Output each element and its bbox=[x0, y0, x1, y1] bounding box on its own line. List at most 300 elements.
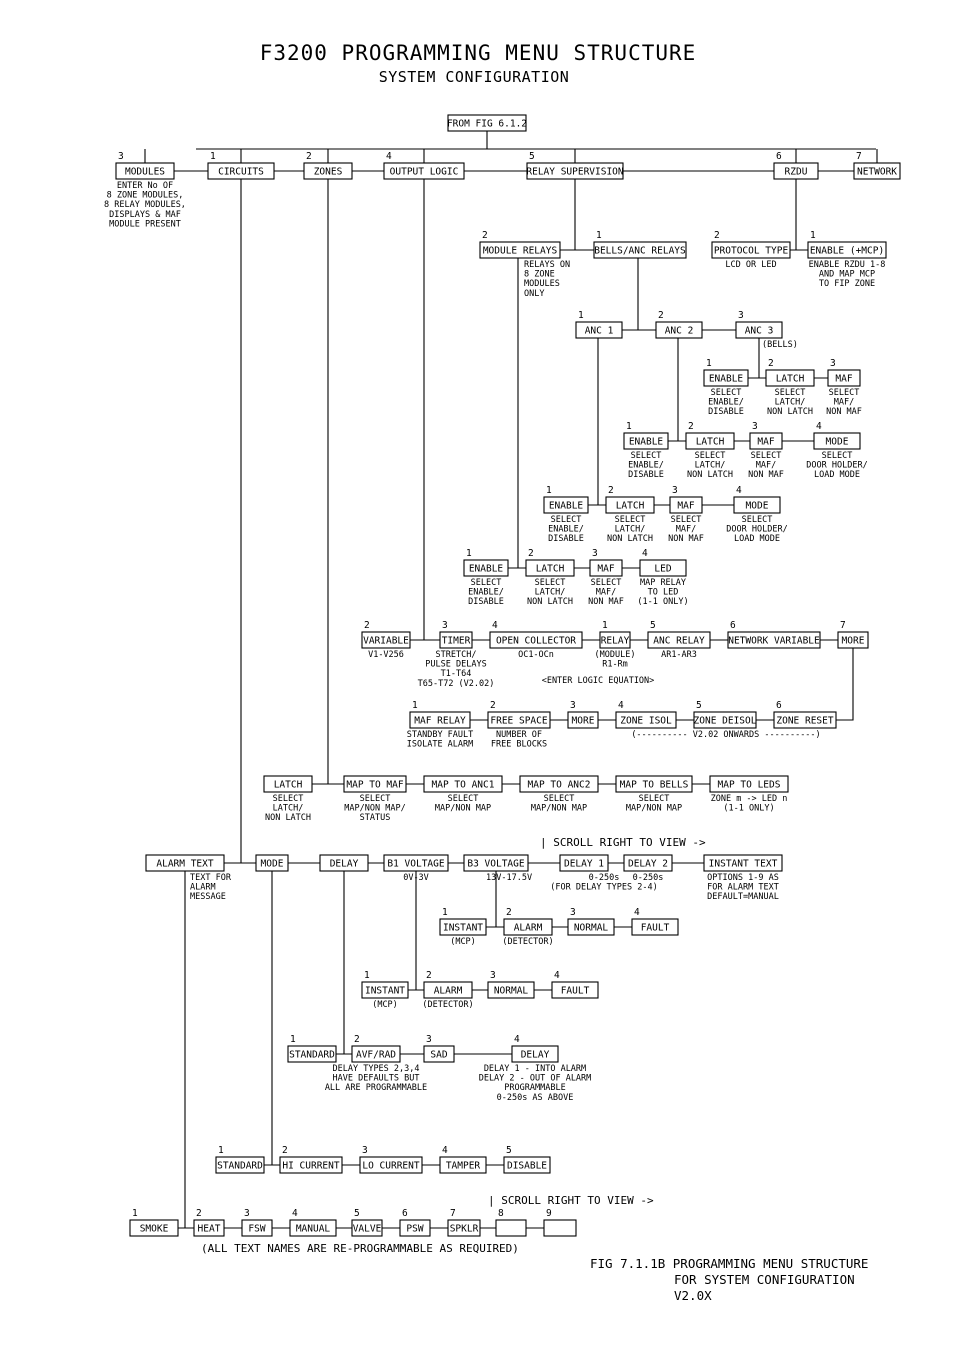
node-note-modules: 8 RELAY MODULES, bbox=[104, 200, 186, 211]
node-label-b3-instant: INSTANT bbox=[442, 922, 484, 934]
node-maf-relay bbox=[407, 700, 474, 750]
node-label-maf-relay: MAF RELAY bbox=[414, 715, 466, 727]
node-label-anc3-latch: LATCH bbox=[775, 373, 805, 385]
node-label-mode-standard: STANDARD bbox=[217, 1160, 263, 1172]
node-note-module-relays: MODULES bbox=[524, 279, 560, 290]
node-number-anc2-maf: 3 bbox=[752, 421, 758, 432]
node-number-variable: 2 bbox=[364, 620, 370, 631]
node-label-mr-led: LED bbox=[654, 563, 672, 575]
node-number-maf-relay: 1 bbox=[412, 700, 418, 711]
node-note-b3-instant: (MCP) bbox=[450, 937, 476, 947]
node-text-heat bbox=[194, 1208, 224, 1236]
node-note-delay-delay: 0-250s AS ABOVE bbox=[496, 1092, 574, 1103]
node-note-enable-mcp: TO FIP ZONE bbox=[818, 279, 876, 290]
node-number-anc1-latch: 2 bbox=[608, 485, 614, 496]
node-text-manual bbox=[290, 1208, 336, 1236]
node-number-mode-tamper: 4 bbox=[442, 1145, 448, 1156]
node-note-anc3-latch: SELECT bbox=[774, 388, 806, 398]
node-modules bbox=[104, 151, 186, 229]
node-note-maf-relay: ISOLATE ALARM bbox=[406, 739, 474, 750]
node-note-delay-delay: DELAY 2 - OUT OF ALARM bbox=[478, 1073, 592, 1084]
node-note-mr-enable: DISABLE bbox=[468, 597, 504, 608]
node-number-zone-isol: 4 bbox=[618, 700, 624, 711]
node-anc2-mode bbox=[806, 421, 867, 480]
node-label-anc-2: ANC 2 bbox=[664, 325, 694, 337]
node-note-anc3-enable: DISABLE bbox=[708, 407, 744, 418]
node-note-delay-avf-rad: HAVE DEFAULTS BUT bbox=[332, 1073, 420, 1084]
node-open-collector bbox=[490, 620, 582, 660]
node-label-b1-alarm: ALARM bbox=[433, 985, 463, 997]
node-label-circuits: CIRCUITS bbox=[218, 166, 264, 178]
node-mr-led bbox=[637, 548, 688, 607]
node-note-modules: 8 ZONE MODULES, bbox=[106, 190, 184, 201]
node-map-to-anc2 bbox=[520, 776, 598, 814]
node-mr-maf bbox=[588, 548, 624, 607]
node-note-mr-led: TO LED bbox=[647, 587, 679, 598]
node-label-module-relays: MODULE RELAYS bbox=[482, 245, 558, 257]
node-delay-delay bbox=[479, 1034, 592, 1103]
node-mode-lo-current bbox=[360, 1145, 422, 1173]
node-label-delay-delay: DELAY bbox=[520, 1049, 550, 1061]
node-zone-deisol bbox=[694, 700, 757, 728]
node-label-zones: ZONES bbox=[313, 166, 343, 178]
node-map-to-leds bbox=[710, 776, 788, 814]
node-number-anc-1: 1 bbox=[578, 310, 584, 321]
node-label-mr-enable: ENABLE bbox=[468, 563, 504, 575]
node-note-anc-3: (BELLS) bbox=[762, 340, 798, 350]
node-note-instant-text: OPTIONS 1-9 AS bbox=[707, 873, 779, 883]
node-b3-normal bbox=[568, 907, 614, 935]
node-note-mr-latch: LATCH/ bbox=[534, 587, 566, 598]
node-note-anc1-enable: SELECT bbox=[550, 515, 582, 525]
node-label-mode-hi-current: HI CURRENT bbox=[282, 1160, 340, 1172]
node-number-anc-3: 3 bbox=[738, 310, 744, 321]
node-note-modules: DISPLAYS & MAF bbox=[109, 209, 181, 220]
node-label-mode-tamper: TAMPER bbox=[445, 1160, 481, 1172]
node-number-b1-fault: 4 bbox=[554, 970, 560, 981]
node-number-mode-lo-current: 3 bbox=[362, 1145, 368, 1156]
node-zone-latch bbox=[264, 776, 312, 823]
node-label-anc1-mode: MODE bbox=[745, 500, 769, 512]
node-number-anc1-enable: 1 bbox=[546, 485, 552, 496]
node-note-map-to-anc2: SELECT bbox=[543, 794, 575, 804]
node-note-anc1-enable: DISABLE bbox=[548, 534, 584, 545]
node-label-network: NETWORK bbox=[856, 166, 898, 178]
root-node-label: FROM FIG 6.1.2 bbox=[446, 118, 528, 130]
node-number-relay-supervision: 5 bbox=[529, 151, 535, 162]
node-mode-standard bbox=[216, 1145, 264, 1173]
node-label-enable-mcp: ENABLE (+MCP) bbox=[809, 245, 885, 257]
node-note-mr-enable: SELECT bbox=[470, 578, 502, 588]
node-label-modules: MODULES bbox=[124, 166, 166, 178]
node-note-maf-relay: STANDBY FAULT bbox=[406, 730, 474, 740]
node-label-anc1-enable: ENABLE bbox=[548, 500, 584, 512]
node-label-mr-maf: MAF bbox=[597, 563, 615, 575]
node-mode-hi-current bbox=[280, 1145, 342, 1173]
node-label-b3-alarm: ALARM bbox=[513, 922, 543, 934]
node-label-delay: DELAY bbox=[329, 858, 359, 870]
node-number-b3-instant: 1 bbox=[442, 907, 448, 918]
node-note-anc2-latch: NON LATCH bbox=[686, 470, 734, 481]
node-anc1-mode bbox=[726, 485, 787, 544]
node-note-delay-avf-rad: ALL ARE PROGRAMMABLE bbox=[324, 1083, 428, 1094]
node-label-map-to-bells: MAP TO BELLS bbox=[619, 779, 689, 791]
node-note-map-to-maf: SELECT bbox=[359, 794, 391, 804]
node-note-b1-voltage: 0V-3V bbox=[403, 873, 429, 883]
node-box-text-8 bbox=[496, 1220, 526, 1236]
node-text-9 bbox=[544, 1208, 576, 1236]
node-more-2 bbox=[568, 700, 598, 728]
node-number-mr-latch: 2 bbox=[528, 548, 534, 559]
node-number-open-collector: 4 bbox=[492, 620, 498, 631]
node-number-anc-relay: 5 bbox=[650, 620, 656, 631]
node-text-8 bbox=[496, 1208, 526, 1236]
node-note-delay-avf-rad: DELAY TYPES 2,3,4 bbox=[332, 1064, 420, 1074]
node-number-relay: 1 bbox=[602, 620, 608, 631]
node-note-map-to-bells: MAP/NON MAP bbox=[625, 803, 683, 814]
node-b1-normal bbox=[488, 970, 534, 998]
node-label-zone-isol: ZONE ISOL bbox=[620, 715, 672, 727]
figure-caption-line-3: V2.0X bbox=[674, 1288, 712, 1303]
node-number-free-space: 2 bbox=[490, 700, 496, 711]
node-relay bbox=[595, 620, 636, 670]
node-note-timer: PULSE DELAYS bbox=[425, 659, 487, 670]
node-note-zone-latch: SELECT bbox=[272, 794, 304, 804]
node-note-alarm-text: TEXT FOR bbox=[190, 873, 231, 883]
node-note-mr-led: MAP RELAY bbox=[639, 578, 687, 588]
node-number-b1-alarm: 2 bbox=[426, 970, 432, 981]
node-label-instant-text: INSTANT TEXT bbox=[708, 858, 778, 870]
node-note-timer: STRETCH/ bbox=[435, 650, 477, 660]
node-label-anc2-mode: MODE bbox=[825, 436, 849, 448]
node-note-b1-instant: (MCP) bbox=[372, 1000, 398, 1010]
node-number-enable-mcp: 1 bbox=[810, 230, 816, 241]
node-note-mr-maf: NON MAF bbox=[588, 597, 624, 608]
node-label-b1-fault: FAULT bbox=[560, 985, 590, 997]
node-note-alarm-text: ALARM bbox=[190, 882, 216, 893]
node-number-delay-avf-rad: 2 bbox=[354, 1034, 360, 1045]
node-label-text-heat: HEAT bbox=[197, 1223, 221, 1235]
node-number-text-heat: 2 bbox=[196, 1208, 202, 1219]
node-number-bells-anc-relays: 1 bbox=[596, 230, 602, 241]
node-label-text-manual: MANUAL bbox=[295, 1223, 331, 1235]
node-text-fsw bbox=[242, 1208, 272, 1236]
node-number-mr-enable: 1 bbox=[466, 548, 472, 559]
node-note-anc3-maf: SELECT bbox=[828, 388, 860, 398]
node-note-anc-relay: AR1-AR3 bbox=[661, 650, 697, 660]
figure-caption-line-2: FOR SYSTEM CONFIGURATION bbox=[674, 1272, 855, 1287]
diagram-title: F3200 PROGRAMMING MENU STRUCTURE bbox=[259, 41, 697, 65]
annotation-reprogrammable: (ALL TEXT NAMES ARE RE-PROGRAMMABLE AS REQUIRED) bbox=[201, 1242, 519, 1255]
node-mode bbox=[256, 855, 288, 871]
node-note-free-space: FREE BLOCKS bbox=[490, 739, 548, 750]
node-anc1-latch bbox=[606, 485, 654, 544]
node-number-b3-normal: 3 bbox=[570, 907, 576, 918]
node-number-b1-normal: 3 bbox=[490, 970, 496, 981]
node-anc1-maf bbox=[668, 485, 704, 544]
node-label-anc2-latch: LATCH bbox=[695, 436, 725, 448]
node-note-delay-1: (FOR DELAY TYPES 2-4) bbox=[550, 882, 658, 893]
node-note-anc2-maf: NON MAF bbox=[748, 470, 784, 481]
node-label-mode-lo-current: LO CURRENT bbox=[362, 1160, 420, 1172]
node-note-anc3-enable: SELECT bbox=[710, 388, 742, 398]
node-label-relay: RELAY bbox=[600, 635, 630, 647]
node-alarm-text bbox=[146, 855, 232, 902]
node-label-text-smoke: SMOKE bbox=[139, 1223, 169, 1235]
node-note-anc2-latch: SELECT bbox=[694, 451, 726, 461]
node-note-anc3-maf: MAF/ bbox=[833, 397, 855, 408]
node-text-smoke bbox=[130, 1208, 178, 1236]
node-number-zones: 2 bbox=[306, 151, 312, 162]
node-label-delay-standard: STANDARD bbox=[289, 1049, 335, 1061]
node-number-timer: 3 bbox=[442, 620, 448, 631]
node-number-mode-hi-current: 2 bbox=[282, 1145, 288, 1156]
node-note-module-relays: 8 ZONE bbox=[524, 269, 555, 280]
node-number-text-psw: 6 bbox=[402, 1208, 408, 1219]
node-note-relay: R1-Rm bbox=[602, 659, 628, 670]
node-anc3-latch bbox=[766, 358, 814, 417]
node-number-zone-reset: 6 bbox=[776, 700, 782, 711]
node-label-more-1: MORE bbox=[841, 635, 865, 647]
node-note-mr-maf: SELECT bbox=[590, 578, 622, 588]
node-zone-reset bbox=[774, 700, 836, 728]
node-label-anc3-enable: ENABLE bbox=[708, 373, 744, 385]
node-note-timer: T1-T64 bbox=[440, 669, 472, 680]
node-b3-fault bbox=[632, 907, 678, 935]
node-number-anc3-enable: 1 bbox=[706, 358, 712, 369]
node-note-relay: (MODULE) bbox=[594, 650, 636, 660]
node-note-timer: T65-T72 (V2.02) bbox=[417, 678, 495, 689]
node-label-anc2-maf: MAF bbox=[757, 436, 775, 448]
node-number-anc3-maf: 3 bbox=[830, 358, 836, 369]
node-note-delay-1: 0-250s bbox=[588, 873, 620, 883]
node-label-output-logic: OUTPUT LOGIC bbox=[389, 166, 459, 178]
node-note-anc3-latch: LATCH/ bbox=[774, 397, 806, 408]
node-label-anc-1: ANC 1 bbox=[584, 325, 614, 337]
node-number-rzdu: 6 bbox=[776, 151, 782, 162]
node-b1-alarm bbox=[422, 970, 473, 1010]
node-note-module-relays: ONLY bbox=[524, 288, 545, 299]
node-zone-isol bbox=[616, 700, 676, 728]
node-number-text-valve: 5 bbox=[354, 1208, 360, 1219]
node-b1-instant bbox=[362, 970, 408, 1010]
node-label-text-valve: VALVE bbox=[352, 1223, 382, 1235]
node-note-anc3-latch: NON LATCH bbox=[766, 407, 814, 418]
node-number-b3-alarm: 2 bbox=[506, 907, 512, 918]
node-note-modules: MODULE PRESENT bbox=[109, 219, 181, 230]
node-note-variable: V1-V256 bbox=[368, 650, 404, 660]
node-number-modules: 3 bbox=[118, 151, 124, 162]
menu-nodes bbox=[104, 151, 900, 1236]
annotation-enter-logic-equation: <ENTER LOGIC EQUATION> bbox=[541, 676, 655, 686]
node-number-text-fsw: 3 bbox=[244, 1208, 250, 1219]
node-label-bells-anc-relays: BELLS/ANC RELAYS bbox=[594, 245, 686, 257]
node-number-mr-maf: 3 bbox=[592, 548, 598, 559]
node-anc3-maf bbox=[826, 358, 862, 417]
node-number-mode-disable: 5 bbox=[506, 1145, 512, 1156]
node-b3-instant bbox=[440, 907, 486, 947]
node-note-mr-latch: NON LATCH bbox=[526, 597, 574, 608]
node-label-map-to-anc2: MAP TO ANC2 bbox=[527, 779, 591, 791]
node-note-delay-delay: PROGRAMMABLE bbox=[504, 1083, 566, 1094]
node-note-anc2-mode: LOAD MODE bbox=[813, 470, 861, 481]
node-label-anc2-enable: ENABLE bbox=[628, 436, 664, 448]
node-note-anc3-maf: NON MAF bbox=[826, 407, 862, 418]
node-number-more-1: 7 bbox=[840, 620, 846, 631]
node-note-protocol-type: LCD OR LED bbox=[725, 260, 777, 270]
node-label-b1-voltage: B1 VOLTAGE bbox=[387, 858, 445, 870]
node-note-instant-text: DEFAULT=MANUAL bbox=[707, 892, 779, 903]
node-label-variable: VARIABLE bbox=[363, 635, 409, 647]
node-label-zone-reset: ZONE RESET bbox=[776, 715, 834, 727]
node-b1-voltage bbox=[384, 855, 448, 883]
node-note-anc1-enable: ENABLE/ bbox=[548, 524, 584, 535]
node-note-map-to-bells: SELECT bbox=[638, 794, 670, 804]
node-note-b3-voltage: 13V-17.5V bbox=[486, 873, 533, 883]
node-anc-2 bbox=[656, 310, 702, 338]
node-number-text-manual: 4 bbox=[292, 1208, 298, 1219]
node-note-anc1-maf: MAF/ bbox=[675, 524, 697, 535]
node-note-anc1-mode: DOOR HOLDER/ bbox=[726, 524, 788, 535]
node-note-delay-2: 0-250s bbox=[632, 873, 664, 883]
node-map-to-bells bbox=[616, 776, 692, 814]
node-number-delay-standard: 1 bbox=[290, 1034, 296, 1045]
node-number-anc2-enable: 1 bbox=[626, 421, 632, 432]
node-number-delay-sad: 3 bbox=[426, 1034, 432, 1045]
node-label-b1-normal: NORMAL bbox=[493, 985, 529, 997]
node-label-map-to-leds: MAP TO LEDS bbox=[717, 779, 781, 791]
node-b3-alarm bbox=[502, 907, 553, 947]
node-label-anc-relay: ANC RELAY bbox=[653, 635, 705, 647]
node-more-1 bbox=[838, 620, 868, 648]
node-label-mr-latch: LATCH bbox=[535, 563, 565, 575]
node-anc1-enable bbox=[544, 485, 588, 544]
node-label-text-psw: PSW bbox=[406, 1223, 424, 1235]
node-note-anc2-mode: DOOR HOLDER/ bbox=[806, 460, 868, 471]
node-network-variable bbox=[728, 620, 820, 648]
node-note-anc2-enable: SELECT bbox=[630, 451, 662, 461]
node-number-anc1-mode: 4 bbox=[736, 485, 742, 496]
node-note-anc3-enable: ENABLE/ bbox=[708, 397, 744, 408]
node-label-delay-avf-rad: AVF/RAD bbox=[355, 1049, 397, 1061]
node-number-mr-led: 4 bbox=[642, 548, 648, 559]
node-note-instant-text: FOR ALARM TEXT bbox=[707, 882, 779, 893]
node-number-text-smoke: 1 bbox=[132, 1208, 138, 1219]
node-number-text-spklr: 7 bbox=[450, 1208, 456, 1219]
node-mode-tamper bbox=[440, 1145, 486, 1173]
node-label-delay-sad: SAD bbox=[430, 1049, 448, 1061]
node-number-zone-deisol: 5 bbox=[696, 700, 702, 711]
node-delay-2 bbox=[624, 855, 672, 883]
node-number-anc1-maf: 3 bbox=[672, 485, 678, 496]
node-note-mr-enable: ENABLE/ bbox=[468, 587, 504, 598]
node-note-anc2-enable: ENABLE/ bbox=[628, 460, 664, 471]
node-instant-text bbox=[704, 855, 782, 902]
node-note-anc2-maf: SELECT bbox=[750, 451, 782, 461]
node-map-to-anc1 bbox=[424, 776, 502, 814]
node-anc2-maf bbox=[748, 421, 784, 480]
node-note-alarm-text: MESSAGE bbox=[190, 892, 226, 903]
node-label-relay-supervision: RELAY SUPERVISION bbox=[526, 166, 624, 178]
node-label-anc1-maf: MAF bbox=[677, 500, 695, 512]
node-note-delay-delay: DELAY 1 - INTO ALARM bbox=[483, 1064, 587, 1074]
node-note-enable-mcp: AND MAP MCP bbox=[818, 269, 876, 280]
diagram-subtitle: SYSTEM CONFIGURATION bbox=[378, 68, 570, 86]
node-label-delay-2: DELAY 2 bbox=[627, 858, 669, 870]
node-label-timer: TIMER bbox=[441, 635, 471, 647]
node-note-map-to-leds: ZONE m -> LED n bbox=[710, 794, 788, 804]
node-note-mr-latch: SELECT bbox=[534, 578, 566, 588]
node-text-psw bbox=[400, 1208, 430, 1236]
node-note-mr-maf: MAF/ bbox=[595, 587, 617, 598]
node-label-network-variable: NETWORK VARIABLE bbox=[728, 635, 820, 647]
node-delay bbox=[320, 855, 368, 871]
node-note-b3-alarm: (DETECTOR) bbox=[502, 937, 554, 947]
node-number-output-logic: 4 bbox=[386, 151, 392, 162]
node-number-network-variable: 6 bbox=[730, 620, 736, 631]
node-number-b1-instant: 1 bbox=[364, 970, 370, 981]
node-label-anc3-maf: MAF bbox=[835, 373, 853, 385]
node-note-modules: ENTER No OF bbox=[116, 181, 174, 191]
node-label-map-to-maf: MAP TO MAF bbox=[346, 779, 404, 791]
node-note-anc1-mode: SELECT bbox=[741, 515, 773, 525]
node-label-text-spklr: SPKLR bbox=[449, 1223, 479, 1235]
node-note-open-collector: OC1-OCn bbox=[518, 650, 554, 660]
node-variable bbox=[362, 620, 410, 660]
node-number-mode-standard: 1 bbox=[218, 1145, 224, 1156]
node-note-anc1-latch: SELECT bbox=[614, 515, 646, 525]
node-anc3-enable bbox=[704, 358, 748, 417]
node-label-protocol-type: PROTOCOL TYPE bbox=[713, 245, 789, 257]
node-note-anc2-maf: MAF/ bbox=[755, 460, 777, 471]
node-note-anc1-mode: LOAD MODE bbox=[733, 534, 781, 545]
node-number-module-relays: 2 bbox=[482, 230, 488, 241]
node-delay-standard bbox=[288, 1034, 336, 1062]
node-note-enable-mcp: ENABLE RZDU 1-8 bbox=[808, 260, 886, 270]
node-note-map-to-maf: STATUS bbox=[359, 813, 391, 824]
node-label-b3-fault: FAULT bbox=[640, 922, 670, 934]
annotation-v202-onwards: (---------- V2.02 ONWARDS ----------) bbox=[631, 730, 821, 740]
node-bells-anc-relays bbox=[594, 230, 686, 258]
node-anc2-latch bbox=[686, 421, 734, 480]
node-number-delay-delay: 4 bbox=[514, 1034, 520, 1045]
node-anc-3 bbox=[736, 310, 798, 350]
node-anc-1 bbox=[576, 310, 622, 338]
node-label-b3-voltage: B3 VOLTAGE bbox=[467, 858, 525, 870]
node-note-map-to-maf: MAP/NON MAP/ bbox=[344, 803, 406, 814]
node-note-map-to-anc2: MAP/NON MAP bbox=[530, 803, 588, 814]
node-note-map-to-anc1: SELECT bbox=[447, 794, 479, 804]
node-note-module-relays: RELAYS ON bbox=[524, 260, 571, 270]
node-b1-fault bbox=[552, 970, 598, 998]
node-note-b1-alarm: (DETECTOR) bbox=[422, 1000, 474, 1010]
node-label-b3-normal: NORMAL bbox=[573, 922, 609, 934]
node-mr-enable bbox=[464, 548, 508, 607]
node-anc2-enable bbox=[624, 421, 668, 480]
node-note-map-to-anc1: MAP/NON MAP bbox=[434, 803, 492, 814]
node-number-circuits: 1 bbox=[210, 151, 216, 162]
node-number-anc2-latch: 2 bbox=[688, 421, 694, 432]
node-note-anc1-maf: NON MAF bbox=[668, 534, 704, 545]
node-free-space bbox=[488, 700, 550, 750]
node-enable-mcp bbox=[808, 230, 886, 289]
node-note-zone-latch: NON LATCH bbox=[264, 813, 312, 824]
node-note-zone-latch: LATCH/ bbox=[272, 803, 304, 814]
node-label-text-fsw: FSW bbox=[248, 1223, 266, 1235]
node-number-network: 7 bbox=[856, 151, 862, 162]
node-anc-relay bbox=[648, 620, 710, 660]
node-mr-latch bbox=[526, 548, 574, 607]
